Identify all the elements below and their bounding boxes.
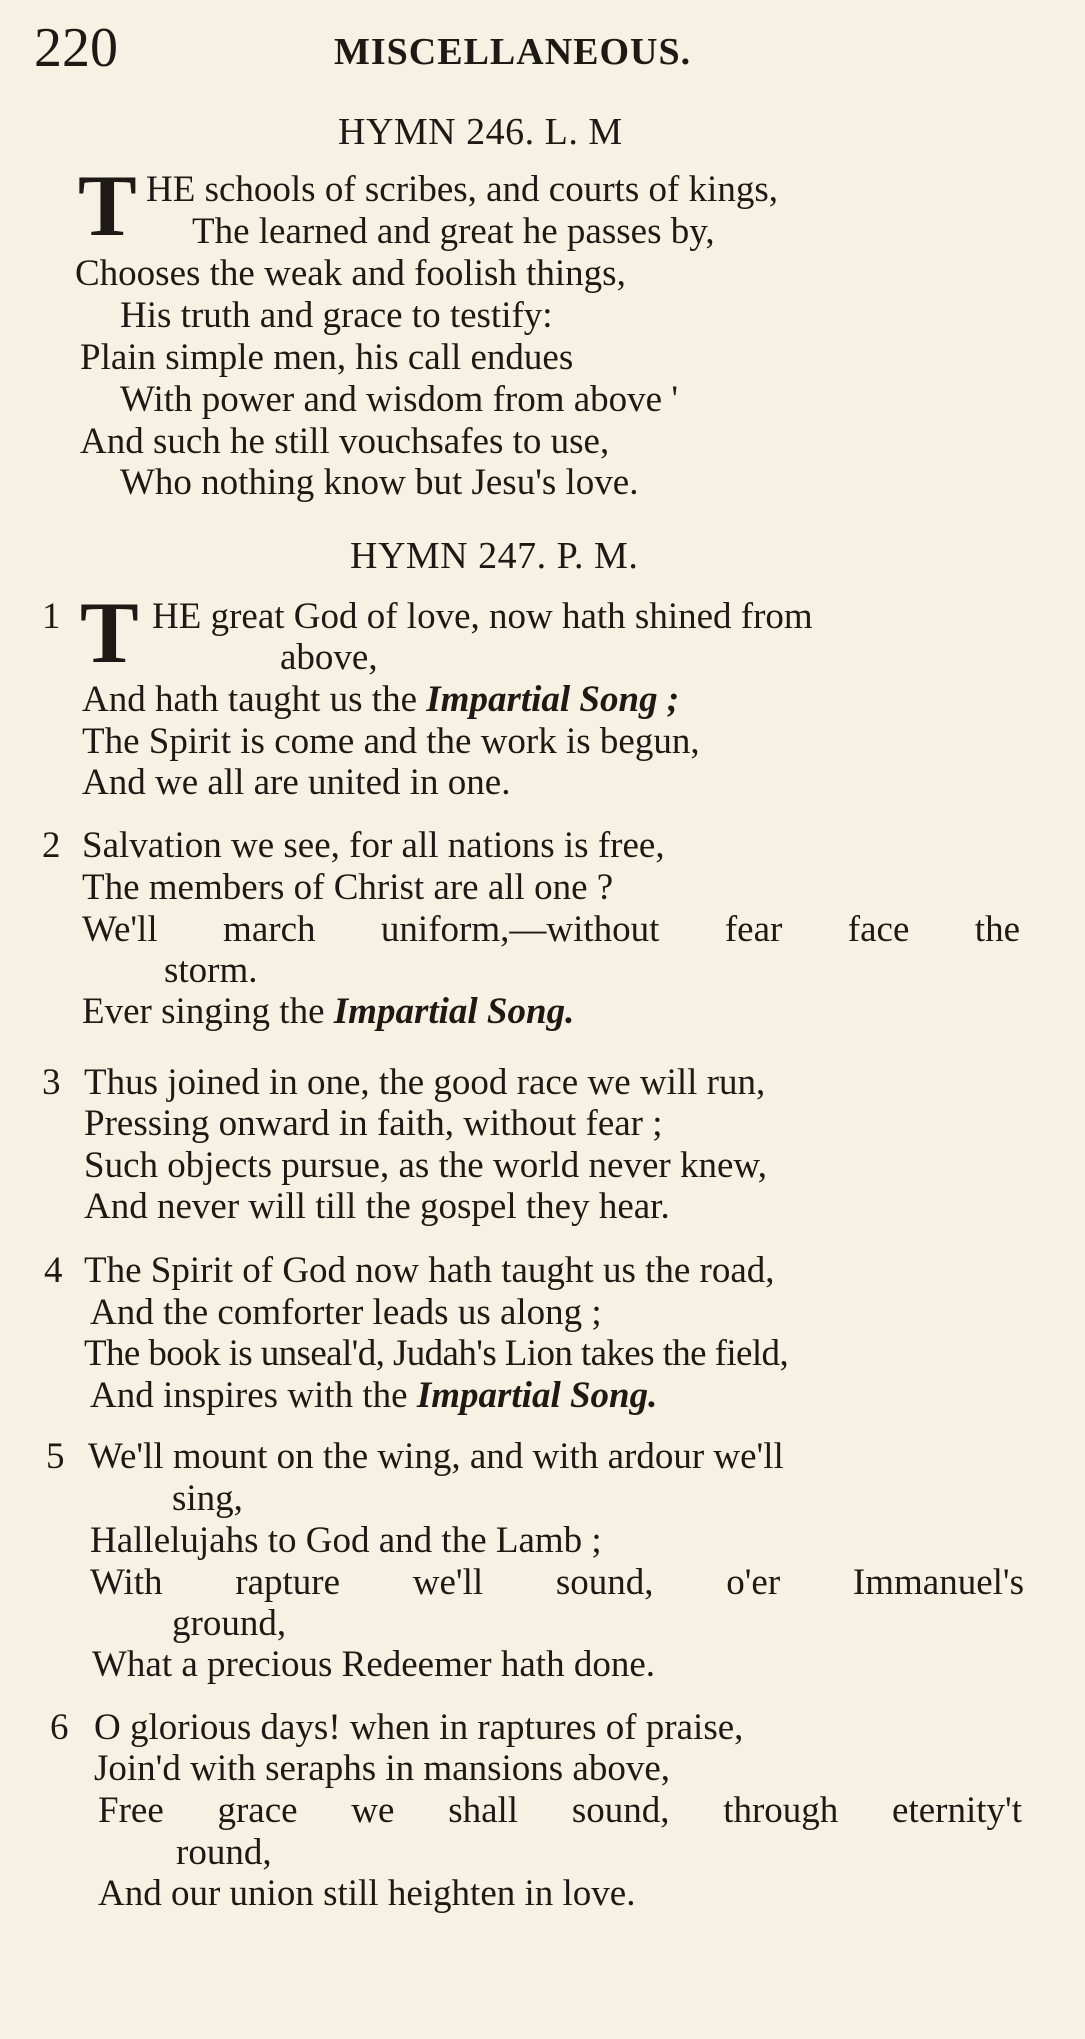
hymn-246-line: And such he still vouchsafes to use,	[80, 421, 610, 462]
verse-line: And our union still heighten in love.	[98, 1873, 636, 1914]
verse-line: We'll mount on the wing, and with ardour we'll	[88, 1436, 784, 1477]
verse-line-italic: Impartial Song ;	[426, 679, 680, 720]
verse-line: With rapture we'll sound, o'er Immanuel's	[90, 1562, 1024, 1603]
verse-line-italic: Impartial Song.	[416, 1375, 658, 1416]
verse-line-italic: Impartial Song.	[333, 991, 575, 1032]
verse-number: 6	[50, 1707, 69, 1748]
hymn-246-dropcap: T	[78, 158, 137, 255]
verse-line: round,	[176, 1832, 272, 1873]
verse-line: What a precious Redeemer hath done.	[92, 1644, 655, 1685]
verse-line-text: And inspires with the	[90, 1375, 417, 1416]
verse-number: 4	[44, 1250, 63, 1291]
hymn-246-line: His truth and grace to testify:	[120, 295, 553, 336]
verse-line-text: Ever singing the	[82, 991, 334, 1032]
hymn-246-line: With power and wisdom from above '	[120, 379, 678, 420]
hymn-246-line: Plain simple men, his call endues	[80, 337, 574, 378]
verse-line: Salvation we see, for all nations is free,	[82, 825, 665, 866]
verse-line: And never will till the gospel they hear.	[84, 1186, 670, 1227]
verse-number: 2	[42, 825, 61, 866]
verse-line: Free grace we shall sound, through eternity't	[98, 1790, 1022, 1831]
verse-line: Thus joined in one, the good race we will run,	[84, 1062, 766, 1103]
verse-line: The Spirit is come and the work is begun,	[82, 721, 700, 762]
verse-line: The book is unseal'd, Judah's Lion takes the field,	[84, 1333, 789, 1374]
verse-line: Pressing onward in faith, without fear ;	[84, 1103, 663, 1144]
verse-line: HE great God of love, now hath shined from	[152, 596, 813, 637]
verse-line: Such objects pursue, as the world never knew,	[84, 1145, 767, 1186]
running-head: MISCELLANEOUS.	[334, 31, 692, 73]
verse-line: ground,	[172, 1603, 287, 1644]
verse-line: The Spirit of God now hath taught us the road,	[84, 1250, 775, 1291]
hymn-246-line: Chooses the weak and foolish things,	[75, 253, 626, 294]
verse-line-text: And hath taught us the	[82, 679, 427, 720]
verse-number: 1	[42, 596, 61, 637]
verse-line: And the comforter leads us along ;	[90, 1292, 602, 1333]
hymn-246-line: The learned and great he passes by,	[192, 211, 715, 252]
verse-line: The members of Christ are all one ?	[82, 867, 614, 908]
verse-line: We'll march uniform,—without fear face the	[82, 909, 1020, 950]
page-number: 220	[34, 17, 118, 79]
verse-number: 3	[42, 1062, 61, 1103]
verse-number: 5	[46, 1436, 65, 1477]
verse-line	[82, 991, 574, 1033]
verse-line: above,	[280, 637, 378, 678]
verse-line: Hallelujahs to God and the Lamb ;	[90, 1520, 602, 1561]
verse-line	[82, 679, 679, 721]
hymn-246-title: HYMN 246. L. M	[338, 111, 623, 153]
verse-line: storm.	[164, 950, 258, 991]
hymn-247-title: HYMN 247. P. M.	[350, 535, 639, 577]
hymn-246-line: HE schools of scribes, and courts of kings,	[146, 169, 778, 210]
hymn-247-dropcap: T	[80, 585, 139, 682]
verse-line: O glorious days! when in raptures of praise,	[94, 1707, 744, 1748]
verse-line: sing,	[172, 1478, 243, 1519]
verse-line	[90, 1375, 657, 1417]
verse-line: And we all are united in one.	[82, 762, 511, 803]
verse-line: Join'd with seraphs in mansions above,	[94, 1748, 670, 1789]
hymn-246-line: Who nothing know but Jesu's love.	[120, 462, 639, 503]
page-header	[34, 18, 1045, 78]
